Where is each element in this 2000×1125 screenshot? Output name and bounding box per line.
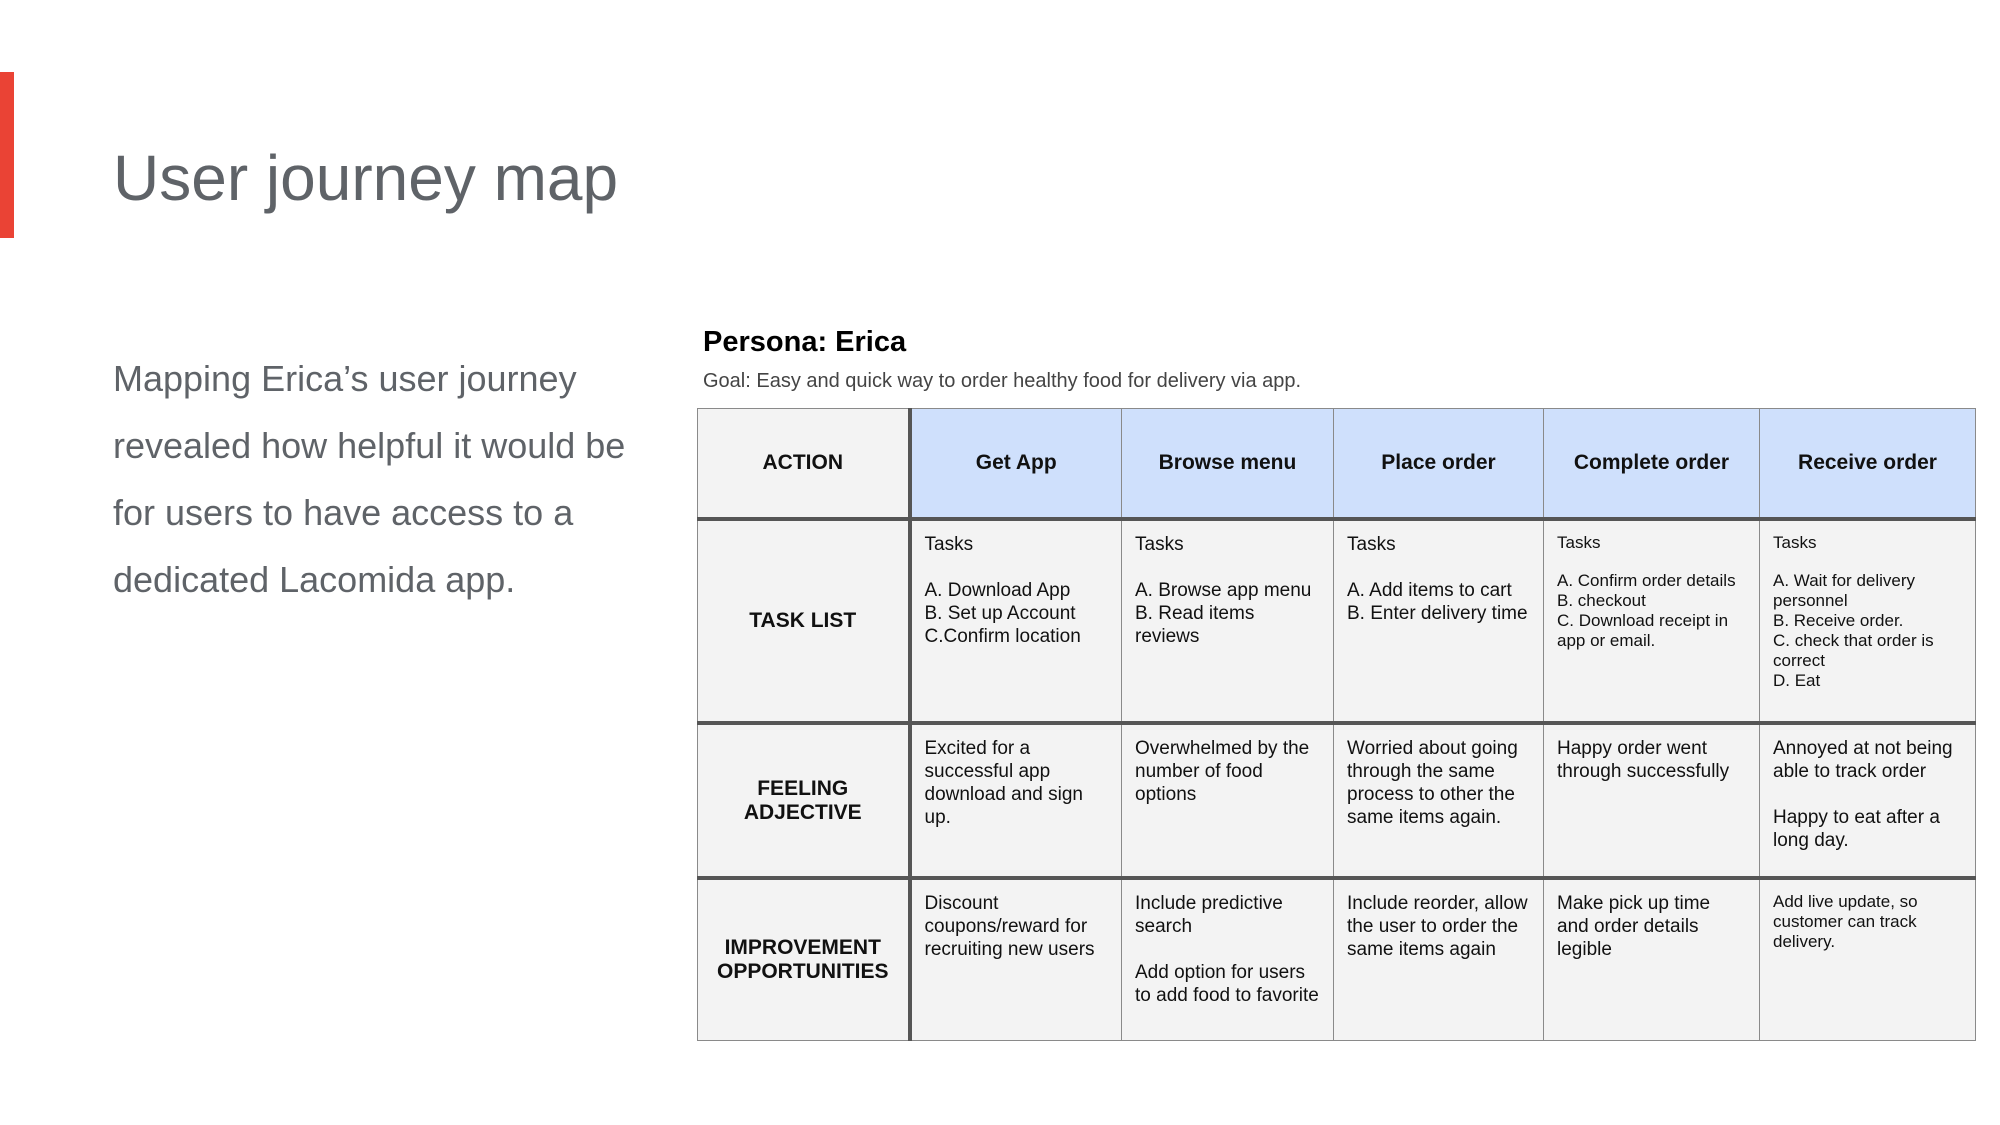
improvement-text: Include reorder, allow the user to order the same items again	[1347, 893, 1528, 960]
persona-name: Persona: Erica	[703, 326, 907, 358]
stage-header: Browse menu	[1122, 409, 1334, 520]
feeling-text: Annoyed at not being able to track order	[1773, 738, 1953, 782]
task-heading: Tasks	[1773, 533, 1817, 552]
task-cell	[1544, 519, 1760, 723]
persona-goal: Goal: Easy and quick way to order healthy food for delivery via app.	[703, 370, 1302, 392]
improvement-text: Make pick up time and order details legible	[1557, 893, 1711, 960]
task-item: C. Download receipt in app or email.	[1557, 611, 1729, 650]
improvement-cell	[910, 878, 1122, 1041]
slide-body-text: Mapping Erica’s user journey revealed how helpful it would be for users to have access to a dedicated Lacomida app.	[113, 358, 626, 600]
feeling-text: Excited for a successful app download and sign up.	[924, 738, 1083, 828]
task-item: B. Enter delivery time	[1347, 603, 1528, 624]
task-item: B. Set up Account	[924, 603, 1076, 624]
slide-title: User journey map	[113, 142, 619, 214]
improvement-cell	[1760, 878, 1976, 1041]
task-item: D. Eat	[1773, 671, 1821, 690]
task-item: B. Receive order.	[1773, 611, 1904, 630]
improvement-row	[698, 878, 1976, 1041]
feeling-label	[698, 723, 910, 878]
improvement-text: Include predictive search	[1135, 893, 1283, 937]
task-cell	[1122, 519, 1334, 723]
task-item: A. Wait for delivery personnel	[1773, 571, 1916, 610]
improvement-text: Add live update, so customer can track delivery.	[1773, 892, 1918, 951]
feeling-text: Happy to eat after a long day.	[1773, 807, 1940, 851]
task-list-row	[698, 519, 1976, 723]
accent-bar	[0, 72, 14, 238]
stage-header: Complete order	[1544, 409, 1760, 520]
feeling-text: Worried about going through the same process to other the same items again.	[1347, 738, 1518, 828]
feeling-cell	[1760, 723, 1976, 878]
improvement-label-line: IMPROVEMENT	[724, 936, 881, 959]
improvement-text: Add option for users to add food to favorite	[1135, 962, 1319, 1006]
task-list-label: TASK LIST	[698, 519, 910, 723]
journey-map-table	[697, 408, 1976, 1041]
task-heading: Tasks	[1557, 533, 1601, 552]
task-item: C.Confirm location	[924, 626, 1081, 647]
task-item: A. Add items to cart	[1347, 580, 1512, 601]
improvement-text: Discount coupons/reward for recruiting new users	[924, 893, 1095, 960]
feeling-text: Happy order went through successfully	[1557, 738, 1730, 782]
improvement-label	[698, 878, 910, 1041]
task-item: A. Download App	[924, 580, 1071, 601]
improvement-label-line: OPPORTUNITIES	[716, 960, 889, 983]
stage-header-row	[698, 409, 1976, 520]
feeling-cell	[1334, 723, 1544, 878]
feeling-label-line: FEELING	[757, 776, 849, 800]
task-heading: Tasks	[1347, 534, 1396, 555]
feeling-text: Overwhelmed by the number of food options	[1135, 738, 1310, 805]
feeling-cell	[910, 723, 1122, 878]
improvement-cell	[1334, 878, 1544, 1041]
task-cell	[910, 519, 1122, 723]
feeling-cell	[1122, 723, 1334, 878]
task-heading: Tasks	[1135, 534, 1184, 555]
task-cell	[1760, 519, 1976, 723]
task-item: A. Browse app menu	[1135, 580, 1312, 601]
task-item: B. checkout	[1557, 591, 1646, 610]
improvement-cell	[1544, 878, 1760, 1041]
feeling-cell	[1544, 723, 1760, 878]
task-cell	[1334, 519, 1544, 723]
feeling-row	[698, 723, 1976, 878]
task-item: C. check that order is correct	[1773, 631, 1934, 670]
task-item: A. Confirm order details	[1557, 571, 1736, 590]
feeling-label-line: ADJECTIVE	[743, 800, 862, 824]
improvement-cell	[1122, 878, 1334, 1041]
stage-header: Place order	[1334, 409, 1544, 520]
stage-header: Receive order	[1760, 409, 1976, 520]
task-heading: Tasks	[924, 534, 974, 555]
action-header: ACTION	[698, 409, 910, 520]
task-item: B. Read items reviews	[1135, 603, 1255, 647]
stage-header: Get App	[910, 409, 1122, 520]
